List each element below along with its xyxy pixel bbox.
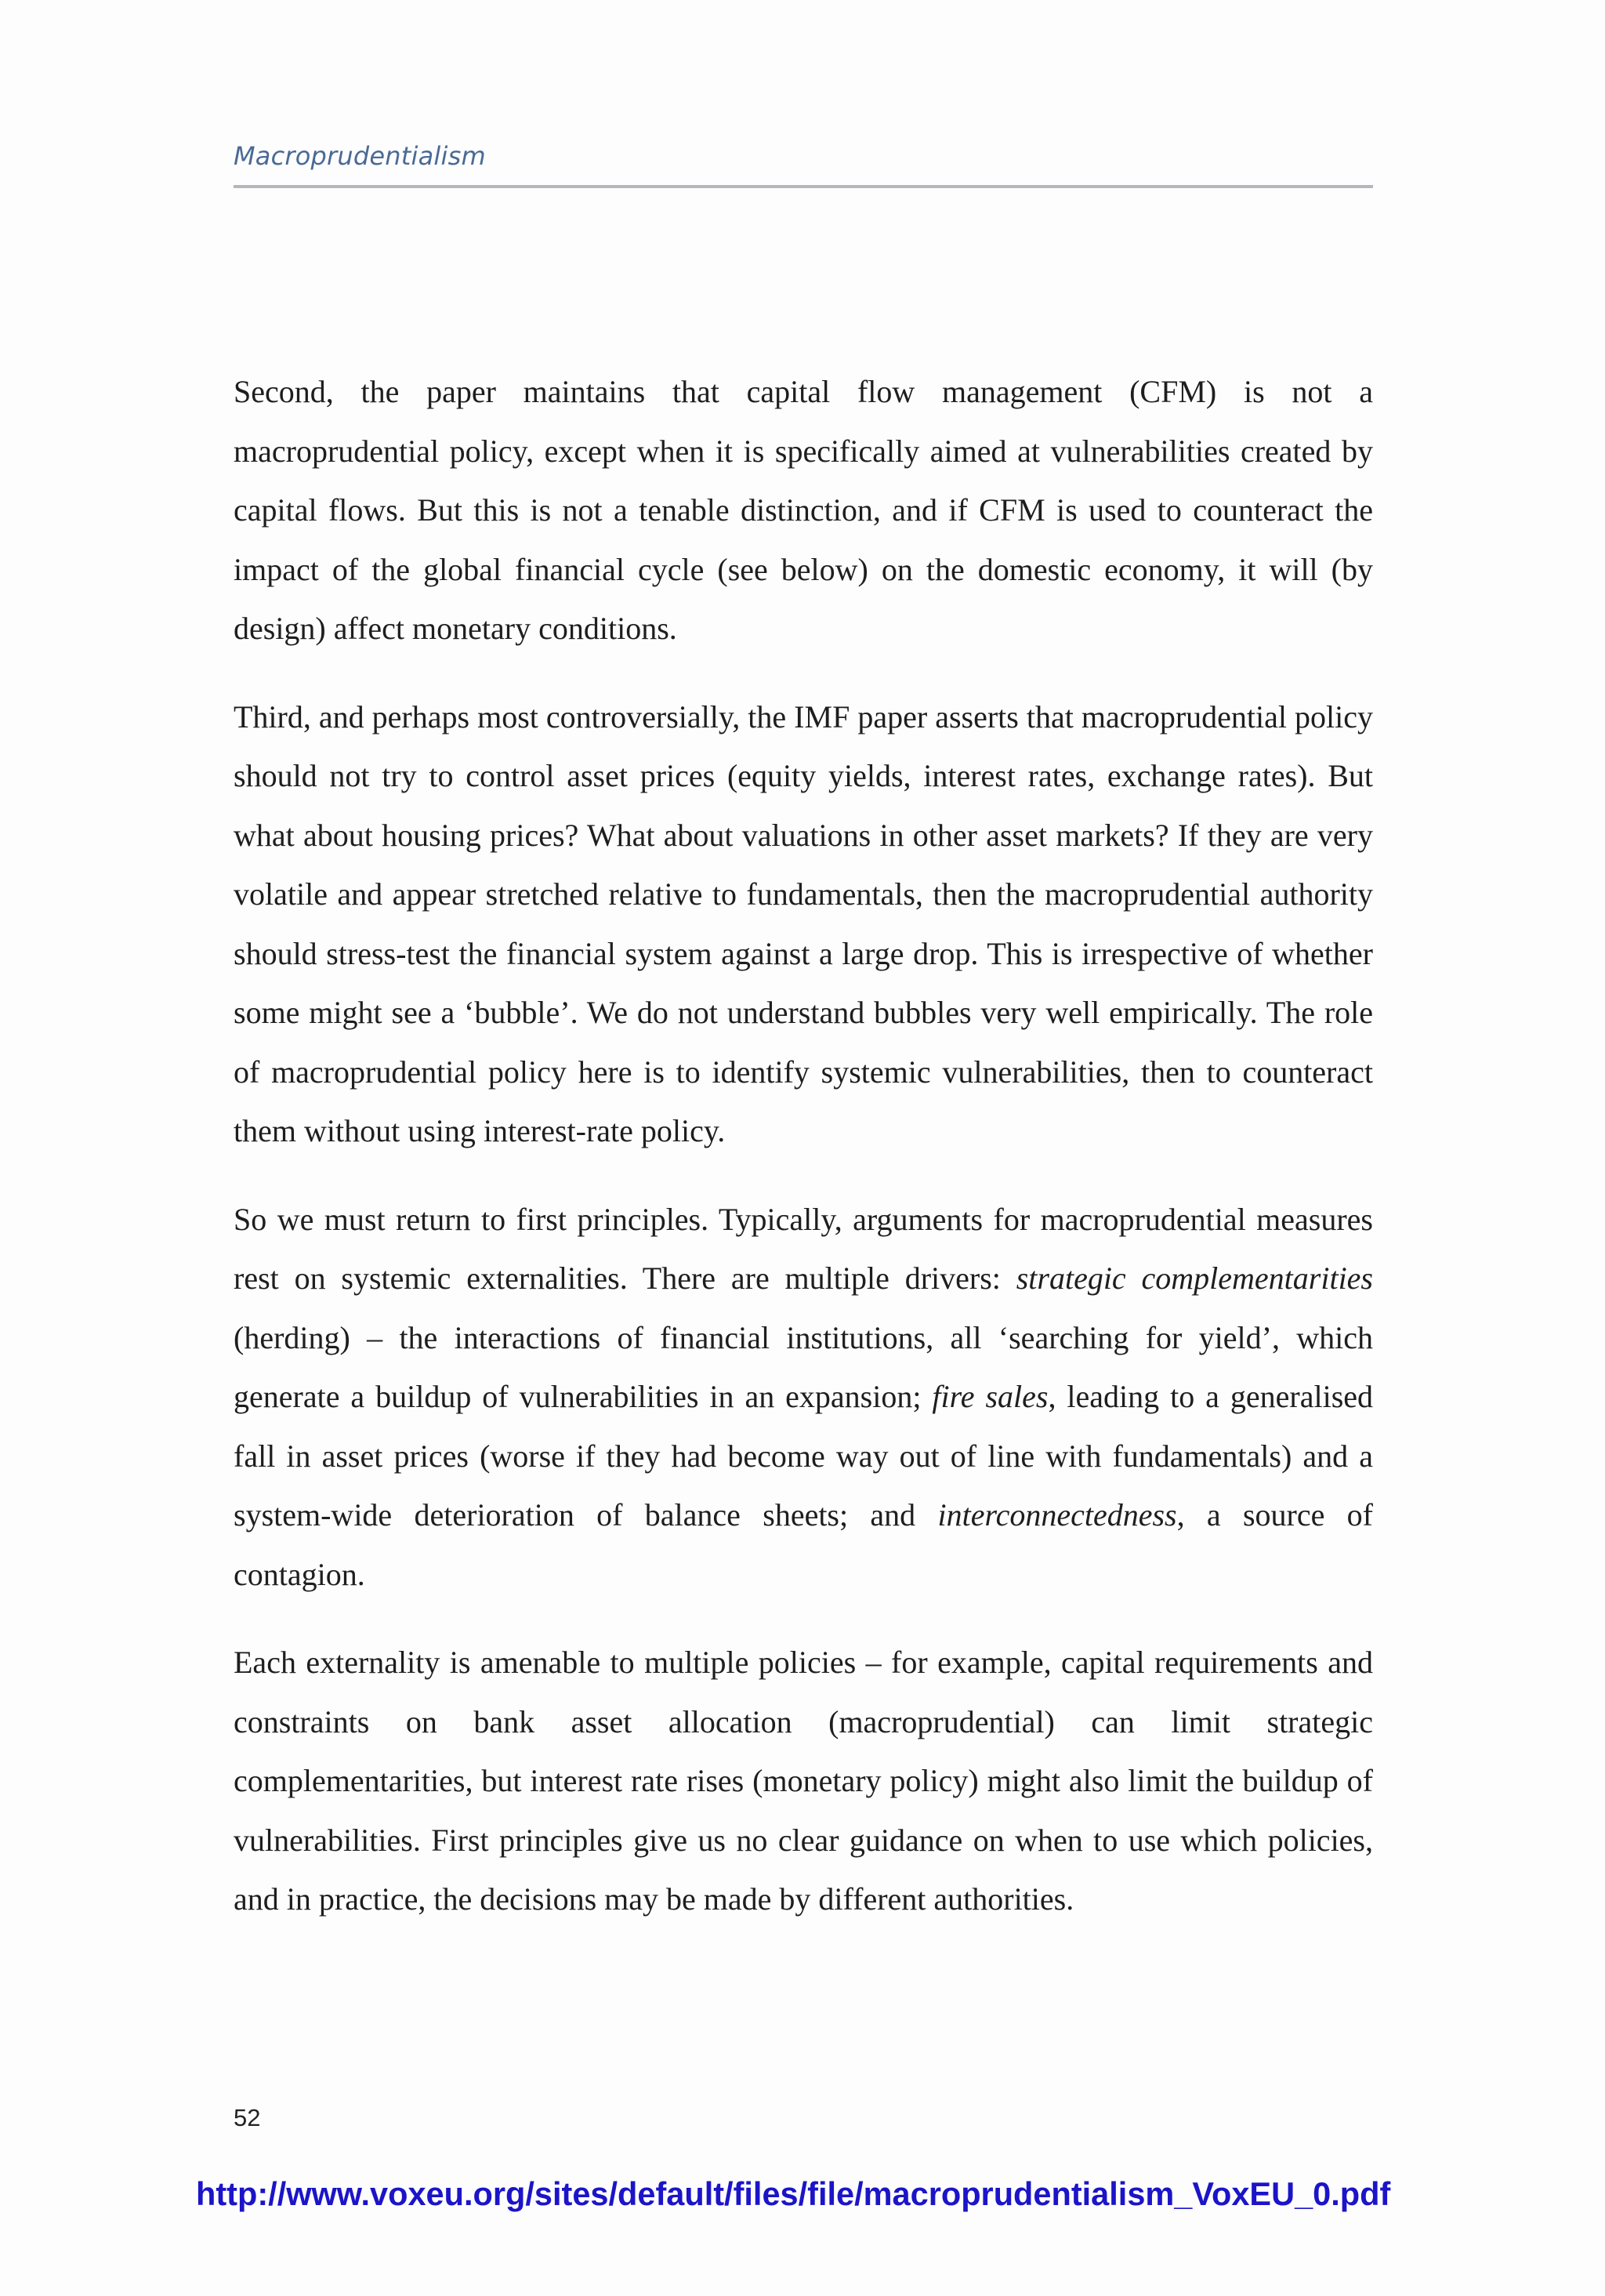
emphasis-text: strategic complementarities (1016, 1260, 1373, 1296)
page-number: 52 (234, 2104, 261, 2131)
header-rule (234, 185, 1373, 188)
paragraph-text: So we must return to first principles. Typically, arguments for macroprudential measures rest on systemic externalities. There are multiple drivers: (234, 1201, 1373, 1296)
paragraph-text: , leading to a generalised fall in asset prices (worse if they had become way out of line with fundamentals) and a system-wide deterioration of balance sheets; and (234, 1379, 1374, 1532)
emphasis-text: fire sales (932, 1379, 1049, 1414)
body-text (234, 362, 1373, 1958)
paragraph-text: (herding) – the interactions of financial institutions, all ‘searching for yield’, which generate a buildup of vulnerabilities in an expansion; (234, 1319, 1373, 1414)
paragraph (234, 687, 1373, 1161)
paragraph-text: Second, the paper maintains that capital flow management (CFM) is not a macroprudential policy, except when it is specifically aimed at vulnerabilities created by capital flows. But this is not a tenable distinction, and if CFM is used to counteract the impact of the global financial cycle (see below) on the domestic economy, it will (by design) affect monetary conditions. (234, 374, 1373, 646)
running-header-title: Macroprudentialism (234, 141, 486, 171)
paragraph-text: Third, and perhaps most controversially, the IMF paper asserts that macroprudential policy should not try to control asset prices (equity yields, interest rates, exchange rates). But what about housing prices? What about valuations in other asset markets? If they are very volatile and appear stretched relative to fundamentals, then the macroprudential authority should stress-test the financial system against a large drop. This is irrespective of whether some might see a ‘bubble’. We do not understand bubbles very well empirically. The role of macroprudential policy here is to identify systemic vulnerabilities, then to counteract them without using interest-rate policy. (234, 698, 1373, 1148)
paragraph (234, 1633, 1373, 1929)
emphasis-text: interconnectedness (937, 1497, 1177, 1532)
paragraph (234, 362, 1373, 658)
paragraph (234, 1190, 1373, 1605)
paragraph-text: Each externality is amenable to multiple policies – for example, capital requirements and constraints on bank asset allocation (macroprudential) can limit strategic complementarities, but interest rate rises (monetary policy) might also limit the buildup of vulnerabilities. First principles give us no clear guidance on when to use which policies, and in practice, the decisions may be made by different authorities. (234, 1645, 1373, 1917)
paragraph-text: , a source of contagion. (234, 1497, 1373, 1592)
source-url-link[interactable]: http://www.voxeu.org/sites/default/files/file/macroprudentialism_VoxEU_0.pdf (196, 2175, 1391, 2212)
